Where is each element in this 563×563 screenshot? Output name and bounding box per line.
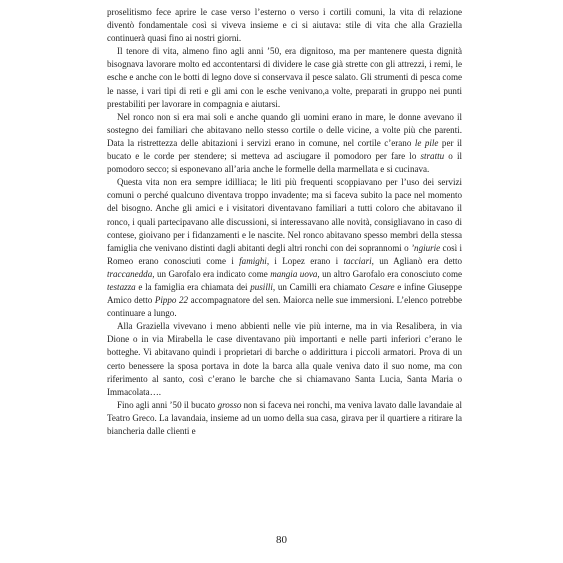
text-run: Fino agli anni ’50 il bucato bbox=[117, 399, 218, 410]
italic-term: Cesare bbox=[369, 281, 395, 292]
text-run: e infine Giuseppe Amico detto bbox=[107, 281, 462, 306]
paragraph bbox=[107, 399, 462, 438]
paragraph bbox=[107, 6, 462, 45]
italic-term: testazza bbox=[107, 281, 136, 292]
italic-term: famighi bbox=[239, 255, 267, 266]
text-run: proselitismo fece aprire le case verso l’esterno o verso i cortili comuni, la vita di relazione diventò fondamentale così si viveva insieme e ci si aiutava: stile di vita che alla Graziella continuerà quasi fino ai nostri giorni. bbox=[107, 7, 462, 44]
italic-term: grosso bbox=[217, 399, 242, 410]
paragraph bbox=[107, 111, 462, 176]
text-run: per il bucato e le corde per stendere; si metteva ad asciugare il pomodoro per fare lo bbox=[107, 137, 462, 162]
text-run: , i Lopez erano i bbox=[266, 255, 344, 266]
text-run: un altro Garofalo era conosciuto come bbox=[319, 268, 463, 279]
italic-term: Pippo 22 bbox=[154, 295, 189, 306]
text-run: , un Aglianò era detto bbox=[371, 255, 463, 266]
text-run: Il tenore di vita, almeno fino agli anni ’50, era dignitoso, ma per mantenere questa dignità bisognava lavorare molto ed accontentarsi di dividere le case già strette con gli attrezzi, i remi, le esche e anche con le botti di legno dove si conservava il pesce salato. Gli strumenti di pesca come le nasse, i vari tipi di reti e gli ami con le esche venivano,a volte, preparati in gruppo nei punti prestabiliti per lavorare in compagnia e aiutarsi. bbox=[107, 46, 462, 109]
text-run: non si faceva nei ronchi, ma veniva lavato dalle lavandaie al Teatro Greco. La lavandaia, insieme ad un uomo della sua casa, girava per il quartiere a ritirare la biancheria dalle clienti e bbox=[107, 399, 462, 436]
italic-term: le pile bbox=[414, 137, 439, 148]
paragraph bbox=[107, 320, 462, 399]
text-run: così i Romeo erano conosciuti come i bbox=[107, 242, 462, 266]
text-run: Questa vita non era sempre idilliaca; le liti più frequenti scoppiavano per l’uso dei servizi comuni o perché qualcuno diventava troppo invadente; ma si faceva subito la pace nel momento del bisogno. Anche gli amici e i visitatori diventavano familiari a tutti coloro che abitavano il ronco, i quali partecipavano alle discussioni, si interessavano alle novità, consigliavano in caso di contese, gioivano per i fidanzamenti e le nascite. Nel ronco abitavano spesso membri della stessa famiglia che venivano distinti dagli abitanti degli altri ronchi con dei soprannomi o bbox=[107, 177, 462, 253]
text-run: Alla Graziella vivevano i meno abbienti nelle vie più interne, ma in via Resalibera, in via Dione o in via Mirabella le case diventavano più importanti e nelle parti inferiori c’erano le botteghe. Vi abitavano quindi i proprietari di barche o addirittura i piccoli armatori. Prova di un certo benessere la sposa portava in dote la barca alla quale veniva dato il suo nome, ma con riferimento al santo, così c’erano le barche che si chiamavano Santa Lucia, Santa Maria o Immacolata…. bbox=[107, 321, 462, 397]
paragraph bbox=[107, 176, 462, 320]
text-run: un Garofalo era indicato come bbox=[154, 268, 271, 279]
italic-term: ’ngiurie bbox=[411, 242, 441, 253]
text-run: o il pomodoro secco; si esponevano all’aria anche le formelle della marmellata e si cucinava. bbox=[107, 151, 462, 175]
text-run: Nel ronco non si era mai soli e anche quando gli uomini erano in mare, le donne avevano il sostegno dei familiari che abitavano nello stesso cortile o delle vicine, a volte più che parenti. Data la ristrettezza delle abitazioni i servizi erano in comune, nel cortile c’erano bbox=[107, 111, 462, 148]
italic-term: strattu bbox=[420, 151, 445, 162]
italic-term: traccanedda, bbox=[107, 268, 155, 279]
italic-term: pusilli, bbox=[250, 281, 276, 292]
page-text bbox=[107, 6, 462, 438]
paragraph bbox=[107, 45, 462, 110]
text-run: accompagnatore del sen. Maiorca nelle sue immersioni. L’elenco potrebbe continuare a lungo. bbox=[107, 295, 462, 319]
page-number: 80 bbox=[276, 534, 287, 546]
text-run: un Camilli era chiamato bbox=[275, 281, 370, 292]
text-run: e la famiglia era chiamata dei bbox=[135, 281, 251, 292]
italic-term: mangia uova, bbox=[270, 268, 320, 279]
italic-term: tacciari bbox=[343, 255, 372, 266]
